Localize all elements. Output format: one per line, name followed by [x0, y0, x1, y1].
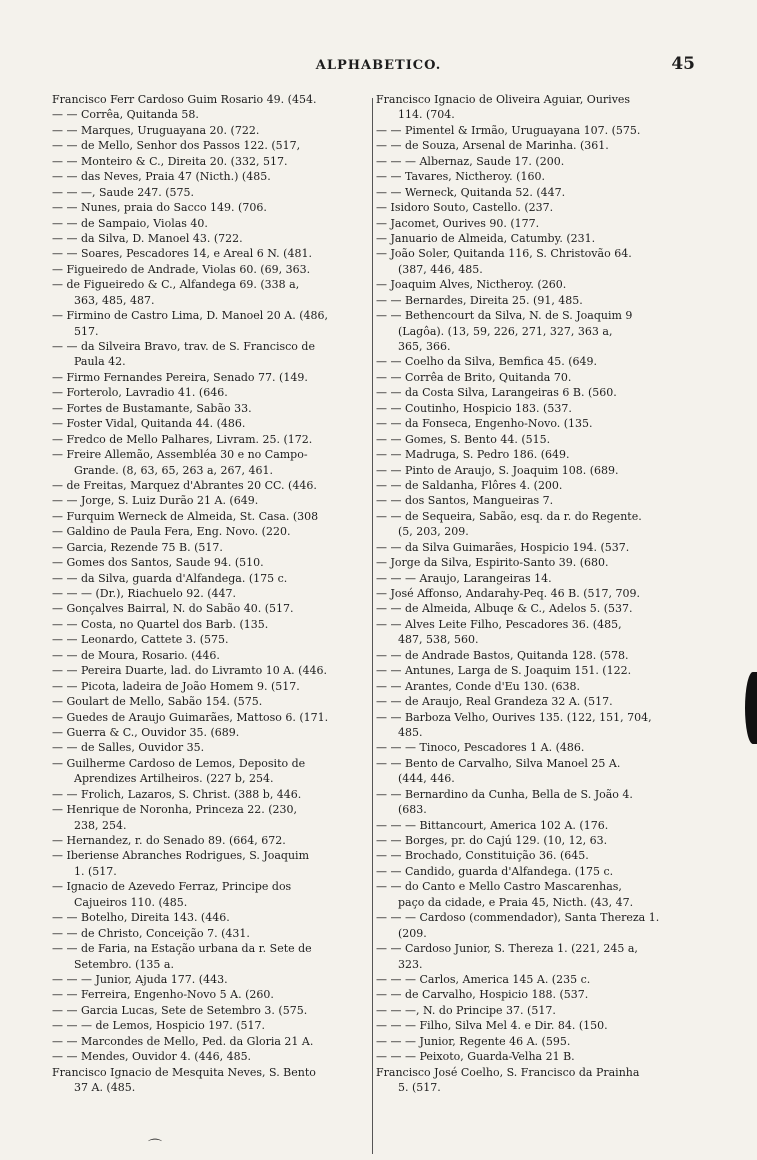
directory-entry-line: — — — Bittancourt, America 102 A. (176.	[376, 818, 609, 832]
directory-entry-line: — — de Faria, na Estação urbana da r. Sete de	[52, 942, 312, 956]
right-column	[376, 92, 698, 1154]
directory-entry-line: — Foster Vidal, Quitanda 44. (486.	[52, 417, 246, 431]
directory-entry-line: — — — Araujo, Larangeiras 14.	[376, 571, 552, 585]
directory-entry-line: — — Coutinho, Hospicio 183. (537.	[376, 401, 572, 415]
directory-entry-line: — — de Souza, Arsenal de Marinha. (361.	[376, 139, 609, 153]
directory-entry-line: — — de Carvalho, Hospicio 188. (537.	[376, 988, 589, 1002]
directory-entry-line: Aprendizes Artilheiros. (227 b, 254.	[74, 772, 274, 786]
directory-entry-line: — Iberiense Abranches Rodrigues, S. Joaquim	[52, 849, 309, 863]
directory-entry-line: — — Marcondes de Mello, Ped. da Gloria 21 A.	[52, 1034, 314, 1048]
directory-entry-line: — — — Junior, Ajuda 177. (443.	[52, 972, 228, 986]
directory-entry-line: — de Freitas, Marquez d'Abrantes 20 CC. (446.	[52, 478, 317, 492]
directory-entry-line: — Jacomet, Ourives 90. (177.	[376, 216, 540, 230]
directory-entry-line: — — Pinto de Araujo, S. Joaquim 108. (689.	[376, 463, 619, 477]
directory-entry-line: — — — de Lemos, Hospicio 197. (517.	[52, 1019, 266, 1033]
directory-entry-line: — — Ferreira, Engenho-Novo 5 A. (260.	[52, 988, 274, 1002]
page-header	[0, 54, 757, 82]
directory-entry-line: — Gonçalves Bairral, N. do Sabão 40. (517.	[52, 602, 294, 616]
directory-entry-line: — — Antunes, Larga de S. Joaquim 151. (122.	[376, 664, 632, 678]
directory-entry-line: — — — Peixoto, Guarda-Velha 21 B.	[376, 1050, 575, 1064]
directory-entry-line: — João Soler, Quitanda 116, S. Christovão 64.	[376, 247, 632, 261]
directory-entry-line: 37 A. (485.	[74, 1081, 136, 1094]
page-number: 45	[671, 54, 695, 74]
directory-entry-line: (444, 446.	[398, 772, 455, 786]
directory-entry-line: — — Bethencourt da Silva, N. de S. Joaquim 9	[376, 309, 633, 323]
directory-entry-line: — Figueiredo de Andrade, Violas 60. (69, 363.	[52, 262, 311, 276]
directory-entry-line: — — Pereira Duarte, lad. do Livramto 10 A. (446.	[52, 664, 327, 678]
directory-entry-line: — — —, Saude 247. (575.	[52, 185, 194, 199]
directory-entry-line: (387, 446, 485.	[398, 262, 483, 276]
directory-entry-line: Francisco Ignacio de Oliveira Aguiar, Ourives	[376, 93, 631, 106]
directory-entry-line: — — Alves Leite Filho, Pescadores 36. (485,	[376, 617, 622, 631]
directory-entry-line: — — de Saldanha, Flôres 4. (200.	[376, 478, 563, 492]
directory-entry-line: — — de Moura, Rosario. (446.	[52, 648, 220, 662]
directory-entry-line: — — da Silva Guimarães, Hospicio 194. (537.	[376, 540, 630, 554]
directory-entry-line: — Fredco de Mello Palhares, Livram. 25. (172.	[52, 432, 313, 446]
directory-entry-line: — — da Silva, D. Manoel 43. (722.	[52, 231, 243, 245]
directory-entry-line: — — Soares, Pescadores 14, e Areal 6 N. (481.	[52, 247, 312, 261]
directory-entry-line: — — — Tinoco, Pescadores 1 A. (486.	[376, 741, 585, 755]
directory-entry-line: 114. (704.	[398, 108, 455, 122]
directory-entry-line: — — Pimentel & Irmão, Uruguayana 107. (575.	[376, 123, 641, 137]
directory-entry-line: — — Costa, no Quartel dos Barb. (135.	[52, 617, 269, 631]
directory-entry-line: — — Coelho da Silva, Bemfica 45. (649.	[376, 355, 598, 369]
directory-entry-line: — de Figueiredo & C., Alfandega 69. (338 a,	[52, 278, 300, 292]
directory-entry-line: — — Botelho, Direita 143. (446.	[52, 911, 230, 925]
directory-entry-line: — Garcia, Rezende 75 B. (517.	[52, 540, 223, 554]
directory-entry-line: — — — Albernaz, Saude 17. (200.	[376, 154, 565, 168]
directory-entry-line: — — — Filho, Silva Mel 4. e Dir. 84. (150.	[376, 1019, 608, 1033]
directory-entry-line: — José Affonso, Andarahy-Peq. 46 B. (517, 709.	[376, 587, 640, 600]
directory-entry-line: 363, 485, 487.	[74, 293, 155, 307]
directory-entry-line: — — dos Santos, Mangueiras 7.	[376, 494, 554, 508]
directory-entry-line: — — Brochado, Constituição 36. (645.	[376, 849, 589, 863]
directory-entry-line: — Guilherme Cardoso de Lemos, Deposito de	[52, 756, 306, 770]
directory-entry-line: — — — Carlos, America 145 A. (235 c.	[376, 972, 591, 986]
directory-entry-line: — Galdino de Paula Fera, Eng. Novo. (220.	[52, 525, 291, 539]
directory-entry-line: — — de Araujo, Real Grandeza 32 A. (517.	[376, 695, 613, 709]
directory-entry-line: — — Picota, ladeira de João Homem 9. (517.	[52, 679, 300, 693]
directory-entry-line: — — Frolich, Lazaros, S. Christ. (388 b, 446.	[52, 787, 302, 801]
directory-entry-line: — Furquim Werneck de Almeida, St. Casa. (308	[52, 509, 319, 523]
directory-entry-line: — — Garcia Lucas, Sete de Setembro 3. (575.	[52, 1003, 308, 1017]
directory-entry-line: — — Gomes, S. Bento 44. (515.	[376, 432, 551, 446]
directory-entry-line: — — Corrêa de Brito, Quitanda 70.	[376, 370, 572, 384]
directory-entry-line: 517.	[74, 324, 99, 338]
directory-entry-line: — Firmino de Castro Lima, D. Manoel 20 A. (486,	[52, 309, 329, 323]
directory-entry-line: — Fortes de Bustamante, Sabão 33.	[52, 401, 252, 415]
directory-entry-line: (683.	[398, 803, 427, 817]
directory-entry-line: 323.	[398, 957, 423, 971]
ink-blot	[745, 672, 757, 744]
directory-entry-line: — — Bento de Carvalho, Silva Manoel 25 A.	[376, 756, 621, 770]
directory-entry-line: — — da Silveira Bravo, trav. de S. Francisco de	[52, 340, 315, 353]
directory-entry-line: — Gomes dos Santos, Saude 94. (510.	[52, 556, 264, 570]
directory-entry-line: Cajueiros 110. (485.	[74, 895, 188, 909]
directory-entry-line: 5. (517.	[398, 1081, 441, 1094]
directory-entry-line: — Firmo Fernandes Pereira, Senado 77. (149.	[52, 370, 308, 384]
directory-entry-line: — Ignacio de Azevedo Ferraz, Principe dos	[52, 880, 292, 894]
directory-entry-line: Francisco José Coelho, S. Francisco da Prainha	[376, 1065, 640, 1079]
directory-entry-line: — Hernandez, r. do Senado 89. (664, 672.	[52, 834, 286, 847]
directory-entry-line: — Jorge da Silva, Espirito-Santo 39. (680.	[376, 556, 609, 570]
directory-entry-line: — — das Neves, Praia 47 (Nicth.) (485.	[52, 170, 271, 184]
directory-entry-line: — — Tavares, Nictheroy. (160.	[376, 170, 545, 184]
directory-entry-line: — — de Christo, Conceição 7. (431.	[52, 926, 250, 940]
directory-entry-line: — — Mendes, Ouvidor 4. (446, 485.	[52, 1050, 252, 1064]
directory-entry-line: — — Monteiro & C., Direita 20. (332, 517.	[52, 154, 288, 168]
directory-entry-line: — — da Fonseca, Engenho-Novo. (135.	[376, 417, 593, 431]
directory-entry-line: — — — Junior, Regente 46 A. (595.	[376, 1034, 571, 1048]
directory-entry-line: — — Bernardino da Cunha, Bella de S. João 4.	[376, 787, 633, 801]
running-title: ALPHABETICO.	[315, 58, 442, 73]
directory-entry-line: — — Jorge, S. Luiz Durão 21 A. (649.	[52, 494, 259, 508]
directory-entry-line: — — de Almeida, Albuqe & C., Adelos 5. (537.	[376, 602, 633, 616]
directory-entry-line: — Joaquim Alves, Nictheroy. (260.	[376, 278, 567, 292]
directory-entry-line: 487, 538, 560.	[398, 633, 479, 647]
directory-entry-line: Paula 42.	[74, 355, 126, 369]
directory-entry-line: — — Nunes, praia do Sacco 149. (706.	[52, 201, 267, 215]
directory-entry-line: — — de Sampaio, Violas 40.	[52, 216, 208, 230]
directory-entry-line: (Lagôa). (13, 59, 226, 271, 327, 363 a,	[398, 324, 613, 338]
directory-entry-line: — — Werneck, Quitanda 52. (447.	[376, 185, 566, 199]
directory-entry-line: — — Cardoso Junior, S. Thereza 1. (221, 245 a,	[376, 942, 638, 956]
directory-entry-line: — — da Silva, guarda d'Alfandega. (175 c.	[52, 571, 288, 585]
directory-entry-line: — — Corrêa, Quitanda 58.	[52, 108, 199, 122]
directory-entry-line: — Freire Allemão, Assembléa 30 e no Campo-	[52, 448, 308, 462]
directory-entry-line: 238, 254.	[74, 818, 127, 832]
directory-entry-line: Grande. (8, 63, 65, 263 a, 267, 461.	[74, 463, 274, 477]
directory-entry-line: — — —, N. do Principe 37. (517.	[376, 1003, 556, 1017]
directory-entry-line: — — Madruga, S. Pedro 186. (649.	[376, 448, 570, 462]
directory-entry-line: 365, 366.	[398, 340, 451, 353]
directory-entry-line: 1. (517.	[74, 864, 117, 878]
directory-entry-line: — Forterolo, Lavradio 41. (646.	[52, 386, 228, 400]
directory-entry-line: — — Candido, guarda d'Alfandega. (175 c.	[376, 864, 614, 878]
directory-entry-line: Francisco Ignacio de Mesquita Neves, S. Bento	[52, 1065, 316, 1079]
directory-entry-line: — — Marques, Uruguayana 20. (722.	[52, 123, 260, 137]
directory-entry-line: — Goulart de Mello, Sabão 154. (575.	[52, 695, 263, 709]
directory-entry-line: (5, 203, 209.	[398, 525, 469, 539]
directory-entry-line: paço da cidade, e Praia 45, Nicth. (43, 47.	[398, 895, 634, 909]
directory-entry-line: — — Barboza Velho, Ourives 135. (122, 151, 704,	[376, 710, 652, 724]
directory-entry-line: — — de Andrade Bastos, Quitanda 128. (578.	[376, 648, 629, 662]
directory-entry-line: — — — Cardoso (commendador), Santa Thereza 1.	[376, 911, 660, 925]
directory-entry-line: — — Arantes, Conde d'Eu 130. (638.	[376, 679, 581, 693]
directory-entry-line: Setembro. (135 a.	[74, 957, 174, 971]
directory-entry-line: — Guerra & C., Ouvidor 35. (689.	[52, 725, 240, 739]
directory-entry-line: — — de Salles, Ouvidor 35.	[52, 741, 205, 755]
directory-entry-line: — — de Mello, Senhor dos Passos 122. (517,	[52, 139, 301, 153]
directory-entry-line: — — — (Dr.), Riachuelo 92. (447.	[52, 587, 237, 600]
directory-entry-line: — — do Canto e Mello Castro Mascarenhas,	[376, 880, 622, 894]
directory-entry-line: — — da Costa Silva, Larangeiras 6 B. (560.	[376, 386, 617, 400]
directory-entry-line: Francisco Ferr Cardoso Guim Rosario 49. (454.	[52, 93, 317, 106]
directory-entry-line: — Henrique de Noronha, Princeza 22. (230,	[52, 803, 298, 817]
directory-entry-line: — — Leonardo, Cattete 3. (575.	[52, 633, 229, 647]
directory-entry-line: — — Borges, pr. do Cajú 129. (10, 12, 63.	[376, 834, 608, 847]
left-column	[52, 92, 372, 1154]
column-divider	[372, 98, 373, 1154]
directory-entry-line: — Guedes de Araujo Guimarães, Mattoso 6. (171.	[52, 710, 329, 724]
directory-entry-line: — — de Sequeira, Sabão, esq. da r. do Regente.	[376, 509, 642, 523]
directory-entry-line: — Isidoro Souto, Castello. (237.	[376, 201, 554, 215]
directory-entry-line: — — Bernardes, Direita 25. (91, 485.	[376, 293, 583, 307]
pen-mark: ⌒	[148, 1139, 162, 1155]
directory-entry-line: 485.	[398, 725, 423, 739]
directory-entry-line: — Januario de Almeida, Catumby. (231.	[376, 231, 596, 245]
directory-entry-line: (209.	[398, 926, 427, 940]
